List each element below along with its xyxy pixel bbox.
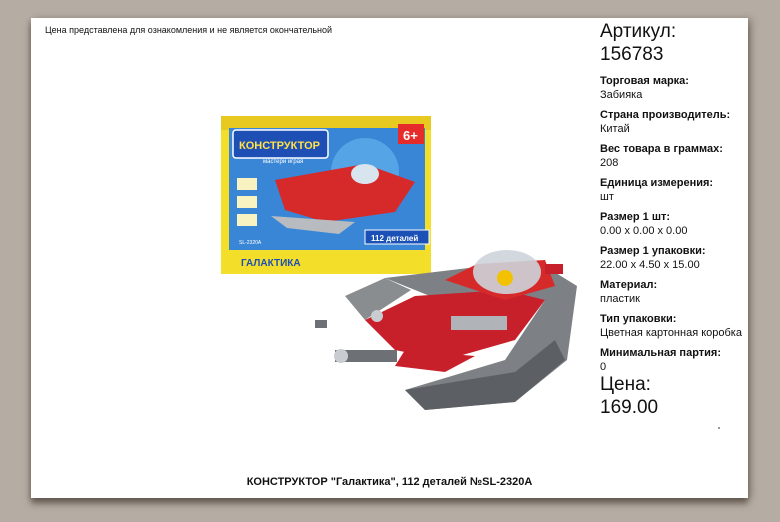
price-label: Цена: (600, 374, 651, 395)
field-3 (600, 176, 770, 204)
field-label: Размер 1 упаковки: (600, 245, 706, 257)
article-label: Артикул: (600, 21, 677, 42)
field-value: Забияка (600, 89, 643, 101)
product-box (221, 116, 431, 274)
field-label: Торговая марка: (600, 75, 689, 87)
box-subtitle-text: мастери играя (263, 159, 304, 165)
field-value: Цветная картонная коробка (600, 327, 742, 339)
field-2 (600, 142, 770, 170)
field-value: Китай (600, 123, 630, 135)
box-age-text: 6+ (403, 128, 418, 143)
price-disclaimer: Цена представлена для ознакомления и не является окончательной (45, 25, 333, 35)
field-label: Тип упаковки: (600, 313, 677, 325)
field-label: Материал: (600, 279, 658, 291)
field-8 (600, 346, 770, 374)
field-label: Минимальная партия: (600, 347, 721, 359)
field-value: 0.00 x 0.00 x 0.00 (600, 225, 688, 237)
box-pieces-text: 112 деталей (371, 234, 419, 243)
field-label: Размер 1 шт: (600, 211, 671, 223)
box-brand-text: КОНСТРУКТОР (239, 140, 320, 152)
field-label: Единица измерения: (600, 177, 714, 189)
box-name-text: ГАЛАКТИКА (241, 258, 301, 269)
field-1 (600, 108, 770, 136)
article-value: 156783 (600, 44, 664, 65)
product-title: КОНСТРУКТОР "Галактика", 112 деталей №SL-2320A (246, 476, 533, 488)
field-0 (600, 74, 770, 102)
price-block (600, 373, 658, 419)
product-image (215, 110, 587, 430)
product-info-panel (600, 20, 770, 374)
field-label: Страна производитель: (600, 109, 731, 121)
field-value: пластик (600, 293, 640, 305)
field-7 (600, 312, 770, 340)
field-value: 0 (600, 361, 607, 373)
price-value: 169.00 (600, 397, 659, 418)
field-value: 22.00 x 4.50 x 15.00 (600, 259, 700, 271)
field-label: Вес товара в граммах: (600, 143, 723, 155)
field-5 (600, 244, 770, 272)
decorative-dot (718, 427, 720, 429)
field-4 (600, 210, 770, 238)
field-value: 208 (600, 157, 619, 169)
field-6 (600, 278, 770, 306)
field-value: шт (600, 191, 614, 203)
product-fields (600, 74, 770, 374)
box-code-text: SL-2320A (239, 240, 262, 246)
